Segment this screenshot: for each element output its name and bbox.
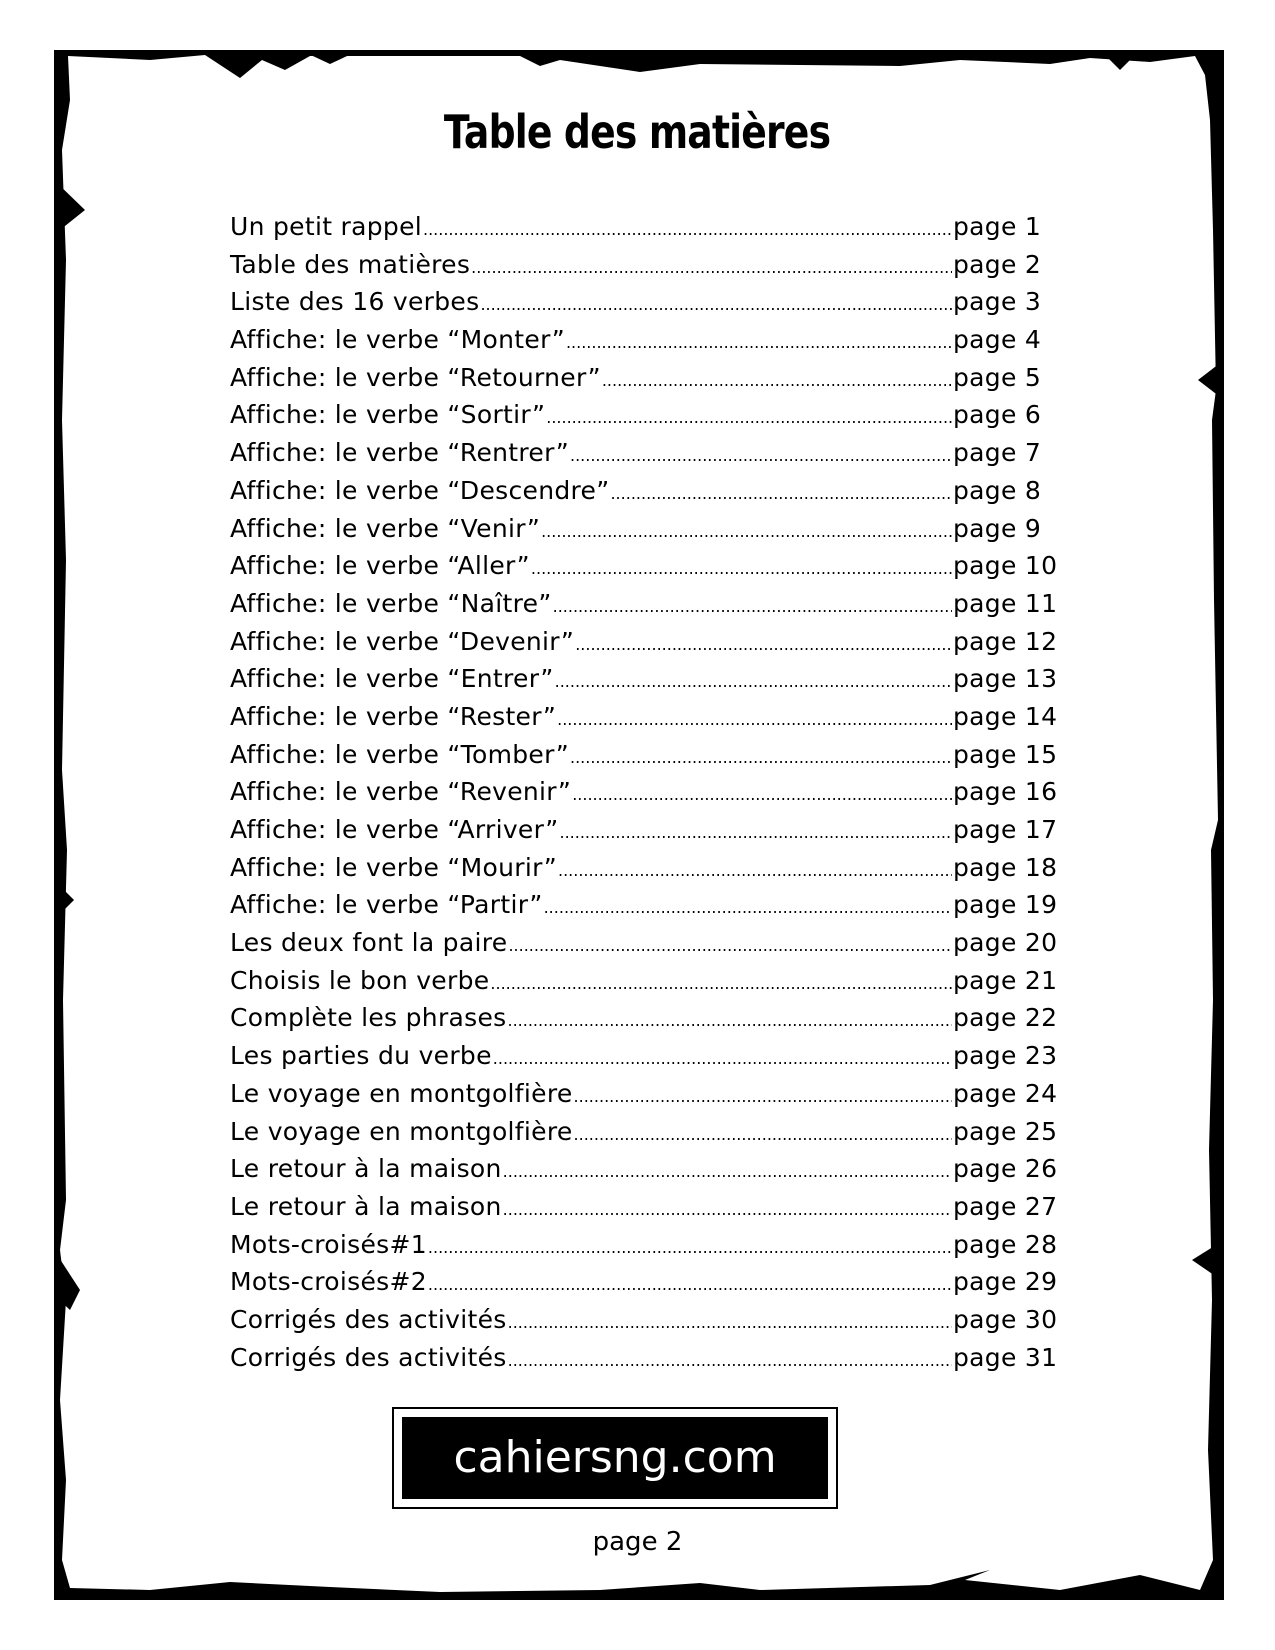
toc-row[interactable] bbox=[230, 1304, 1058, 1343]
toc-leader-dots bbox=[471, 258, 952, 277]
toc-row[interactable] bbox=[230, 212, 1050, 250]
toc-row[interactable] bbox=[230, 1229, 1058, 1268]
toc-label: Affiche: le verbe “Mourir” bbox=[230, 852, 557, 882]
toc-label: Le voyage en montgolfière bbox=[230, 1116, 573, 1146]
toc-leader-dots bbox=[531, 559, 952, 578]
toc-label: Affiche: le verbe “Arriver” bbox=[230, 815, 559, 844]
toc-label: Affiche: le verbe “Revenir” bbox=[230, 777, 572, 807]
toc-leader-dots bbox=[508, 1313, 952, 1332]
toc-page-number: page 16 bbox=[953, 777, 1058, 807]
toc-label: Affiche: le verbe “Monter” bbox=[230, 325, 565, 355]
toc-page-number: page 17 bbox=[953, 815, 1058, 844]
toc-page-number: page 26 bbox=[953, 1154, 1058, 1184]
toc-page-number: page 27 bbox=[953, 1191, 1058, 1221]
toc-page-number: page 6 bbox=[953, 400, 1042, 430]
toc-row[interactable] bbox=[230, 1041, 1058, 1079]
toc-row[interactable] bbox=[230, 514, 1050, 552]
toc-label: Affiche: le verbe “Retourner” bbox=[230, 362, 601, 392]
toc-page-number: page 2 bbox=[953, 249, 1042, 279]
toc-row[interactable] bbox=[230, 1154, 1058, 1192]
toc-row[interactable] bbox=[230, 400, 1050, 438]
toc-label: Table des matières bbox=[230, 249, 471, 279]
toc-label: Affiche: le verbe “Rester” bbox=[230, 701, 557, 731]
toc-row[interactable] bbox=[230, 325, 1050, 363]
toc-leader-dots bbox=[566, 333, 952, 352]
toc-row[interactable] bbox=[230, 928, 1058, 966]
toc-row[interactable] bbox=[230, 777, 1058, 815]
toc-leader-dots bbox=[553, 597, 952, 616]
toc-label: Le retour à la maison bbox=[230, 1191, 502, 1221]
toc-page-number: page 25 bbox=[953, 1116, 1058, 1146]
toc-leader-dots bbox=[559, 823, 952, 842]
toc-row[interactable] bbox=[230, 250, 1050, 288]
toc-leader-dots bbox=[572, 785, 952, 804]
logo-text: cahiersng.com bbox=[402, 1417, 828, 1499]
toc-leader-dots bbox=[480, 295, 952, 314]
toc-leader-dots bbox=[493, 1049, 952, 1068]
toc-row[interactable] bbox=[230, 438, 1050, 476]
toc-page-number: page 18 bbox=[953, 852, 1058, 882]
toc-leader-dots bbox=[610, 484, 952, 503]
toc-row[interactable] bbox=[230, 739, 1058, 778]
toc-row[interactable] bbox=[230, 588, 1058, 627]
toc-label: Corrigés des activités bbox=[230, 1342, 507, 1372]
toc-page-number: page 22 bbox=[953, 1003, 1058, 1033]
toc-label: Le retour à la maison bbox=[230, 1154, 502, 1184]
toc-row[interactable] bbox=[230, 965, 1058, 1004]
toc-leader-dots bbox=[490, 974, 952, 993]
toc-label: Mots-croisés#2 bbox=[230, 1267, 427, 1297]
toc-page-number: page 3 bbox=[953, 287, 1042, 317]
toc-page-number: page 4 bbox=[953, 325, 1042, 355]
toc-leader-dots bbox=[503, 1200, 952, 1219]
toc-label: Choisis le bon verbe bbox=[230, 965, 490, 995]
toc-leader-dots bbox=[508, 1351, 952, 1370]
toc-row[interactable] bbox=[230, 1116, 1058, 1155]
toc-label: Les parties du verbe bbox=[230, 1041, 492, 1071]
toc-label: Affiche: le verbe “Naître” bbox=[230, 588, 552, 618]
toc-row[interactable] bbox=[230, 626, 1058, 665]
toc-page-number: page 31 bbox=[953, 1342, 1058, 1372]
toc-leader-dots bbox=[602, 371, 952, 390]
toc-row[interactable] bbox=[230, 476, 1050, 514]
toc-page-number: page 14 bbox=[953, 701, 1058, 731]
toc-leader-dots bbox=[557, 710, 952, 729]
toc-label: Affiche: le verbe “Tomber” bbox=[230, 739, 569, 769]
toc-page-number: page 23 bbox=[953, 1041, 1058, 1071]
toc-row[interactable] bbox=[230, 890, 1058, 928]
toc-page-number: page 28 bbox=[953, 1229, 1058, 1259]
toc-leader-dots bbox=[570, 748, 952, 767]
toc-label: Affiche: le verbe “Sortir” bbox=[230, 400, 546, 430]
toc-label: Affiche: le verbe “Descendre” bbox=[230, 475, 610, 505]
toc-label: Affiche: le verbe “Venir” bbox=[230, 513, 541, 543]
toc-page-number: page 20 bbox=[953, 928, 1058, 958]
toc-row[interactable] bbox=[230, 664, 1058, 702]
toc-page-number: page 24 bbox=[953, 1078, 1058, 1108]
toc-label: Le voyage en montgolfière bbox=[230, 1078, 573, 1108]
toc-label: Affiche: le verbe “Partir” bbox=[230, 890, 543, 920]
table-of-contents bbox=[230, 212, 1058, 1380]
toc-page-number: page 21 bbox=[953, 965, 1058, 995]
footer-page-number: page 2 bbox=[592, 1527, 683, 1557]
toc-page-number: page 15 bbox=[953, 739, 1058, 769]
toc-leader-dots bbox=[541, 522, 952, 541]
toc-page-number: page 9 bbox=[953, 513, 1042, 543]
toc-leader-dots bbox=[544, 898, 952, 917]
toc-label: Complète les phrases bbox=[230, 1003, 507, 1033]
toc-leader-dots bbox=[428, 1238, 952, 1257]
toc-page-number: page 10 bbox=[953, 551, 1058, 581]
toc-leader-dots bbox=[574, 1087, 952, 1106]
toc-label: Affiche: le verbe “Entrer” bbox=[230, 664, 554, 694]
toc-leader-dots bbox=[507, 1011, 952, 1030]
toc-page-number: page 29 bbox=[953, 1267, 1058, 1297]
toc-leader-dots bbox=[555, 672, 952, 691]
toc-page-number: page 12 bbox=[953, 626, 1058, 656]
toc-leader-dots bbox=[575, 635, 952, 654]
toc-leader-dots bbox=[574, 1125, 952, 1144]
toc-row[interactable] bbox=[230, 287, 1050, 325]
toc-page-number: page 8 bbox=[953, 475, 1042, 505]
toc-label: Un petit rappel bbox=[230, 212, 422, 241]
toc-leader-dots bbox=[558, 861, 952, 880]
page-title: Table des matières bbox=[443, 105, 831, 159]
toc-label: Mots-croisés#1 bbox=[230, 1229, 427, 1259]
toc-row[interactable] bbox=[230, 1003, 1058, 1041]
toc-page-number: page 13 bbox=[953, 664, 1058, 694]
toc-leader-dots bbox=[503, 1162, 952, 1181]
website-logo[interactable] bbox=[392, 1407, 838, 1509]
toc-label: Liste des 16 verbes bbox=[230, 287, 480, 317]
toc-label: Affiche: le verbe “Rentrer” bbox=[230, 438, 569, 468]
toc-row[interactable] bbox=[230, 815, 1058, 853]
toc-row[interactable] bbox=[230, 1342, 1058, 1381]
toc-row[interactable] bbox=[230, 1267, 1058, 1305]
toc-page-number: page 19 bbox=[953, 890, 1058, 920]
toc-label: Affiche: le verbe “Devenir” bbox=[230, 626, 575, 656]
toc-label: Les deux font la paire bbox=[230, 928, 508, 958]
toc-page-number: page 5 bbox=[953, 362, 1042, 392]
toc-row[interactable] bbox=[230, 551, 1058, 589]
toc-leader-dots bbox=[428, 1275, 952, 1294]
toc-label: Affiche: le verbe “Aller” bbox=[230, 551, 530, 581]
toc-page-number: page 1 bbox=[953, 212, 1042, 241]
toc-leader-dots bbox=[508, 936, 952, 955]
toc-row[interactable] bbox=[230, 852, 1058, 891]
toc-leader-dots bbox=[546, 408, 952, 427]
toc-page-number: page 11 bbox=[953, 588, 1058, 618]
toc-row[interactable] bbox=[230, 701, 1058, 740]
toc-page-number: page 7 bbox=[953, 438, 1042, 468]
toc-leader-dots bbox=[423, 220, 952, 239]
toc-leader-dots bbox=[570, 446, 952, 465]
toc-row[interactable] bbox=[230, 363, 1050, 401]
toc-row[interactable] bbox=[230, 1078, 1058, 1117]
toc-page-number: page 30 bbox=[953, 1304, 1058, 1334]
toc-row[interactable] bbox=[230, 1191, 1058, 1230]
toc-label: Corrigés des activités bbox=[230, 1304, 507, 1334]
